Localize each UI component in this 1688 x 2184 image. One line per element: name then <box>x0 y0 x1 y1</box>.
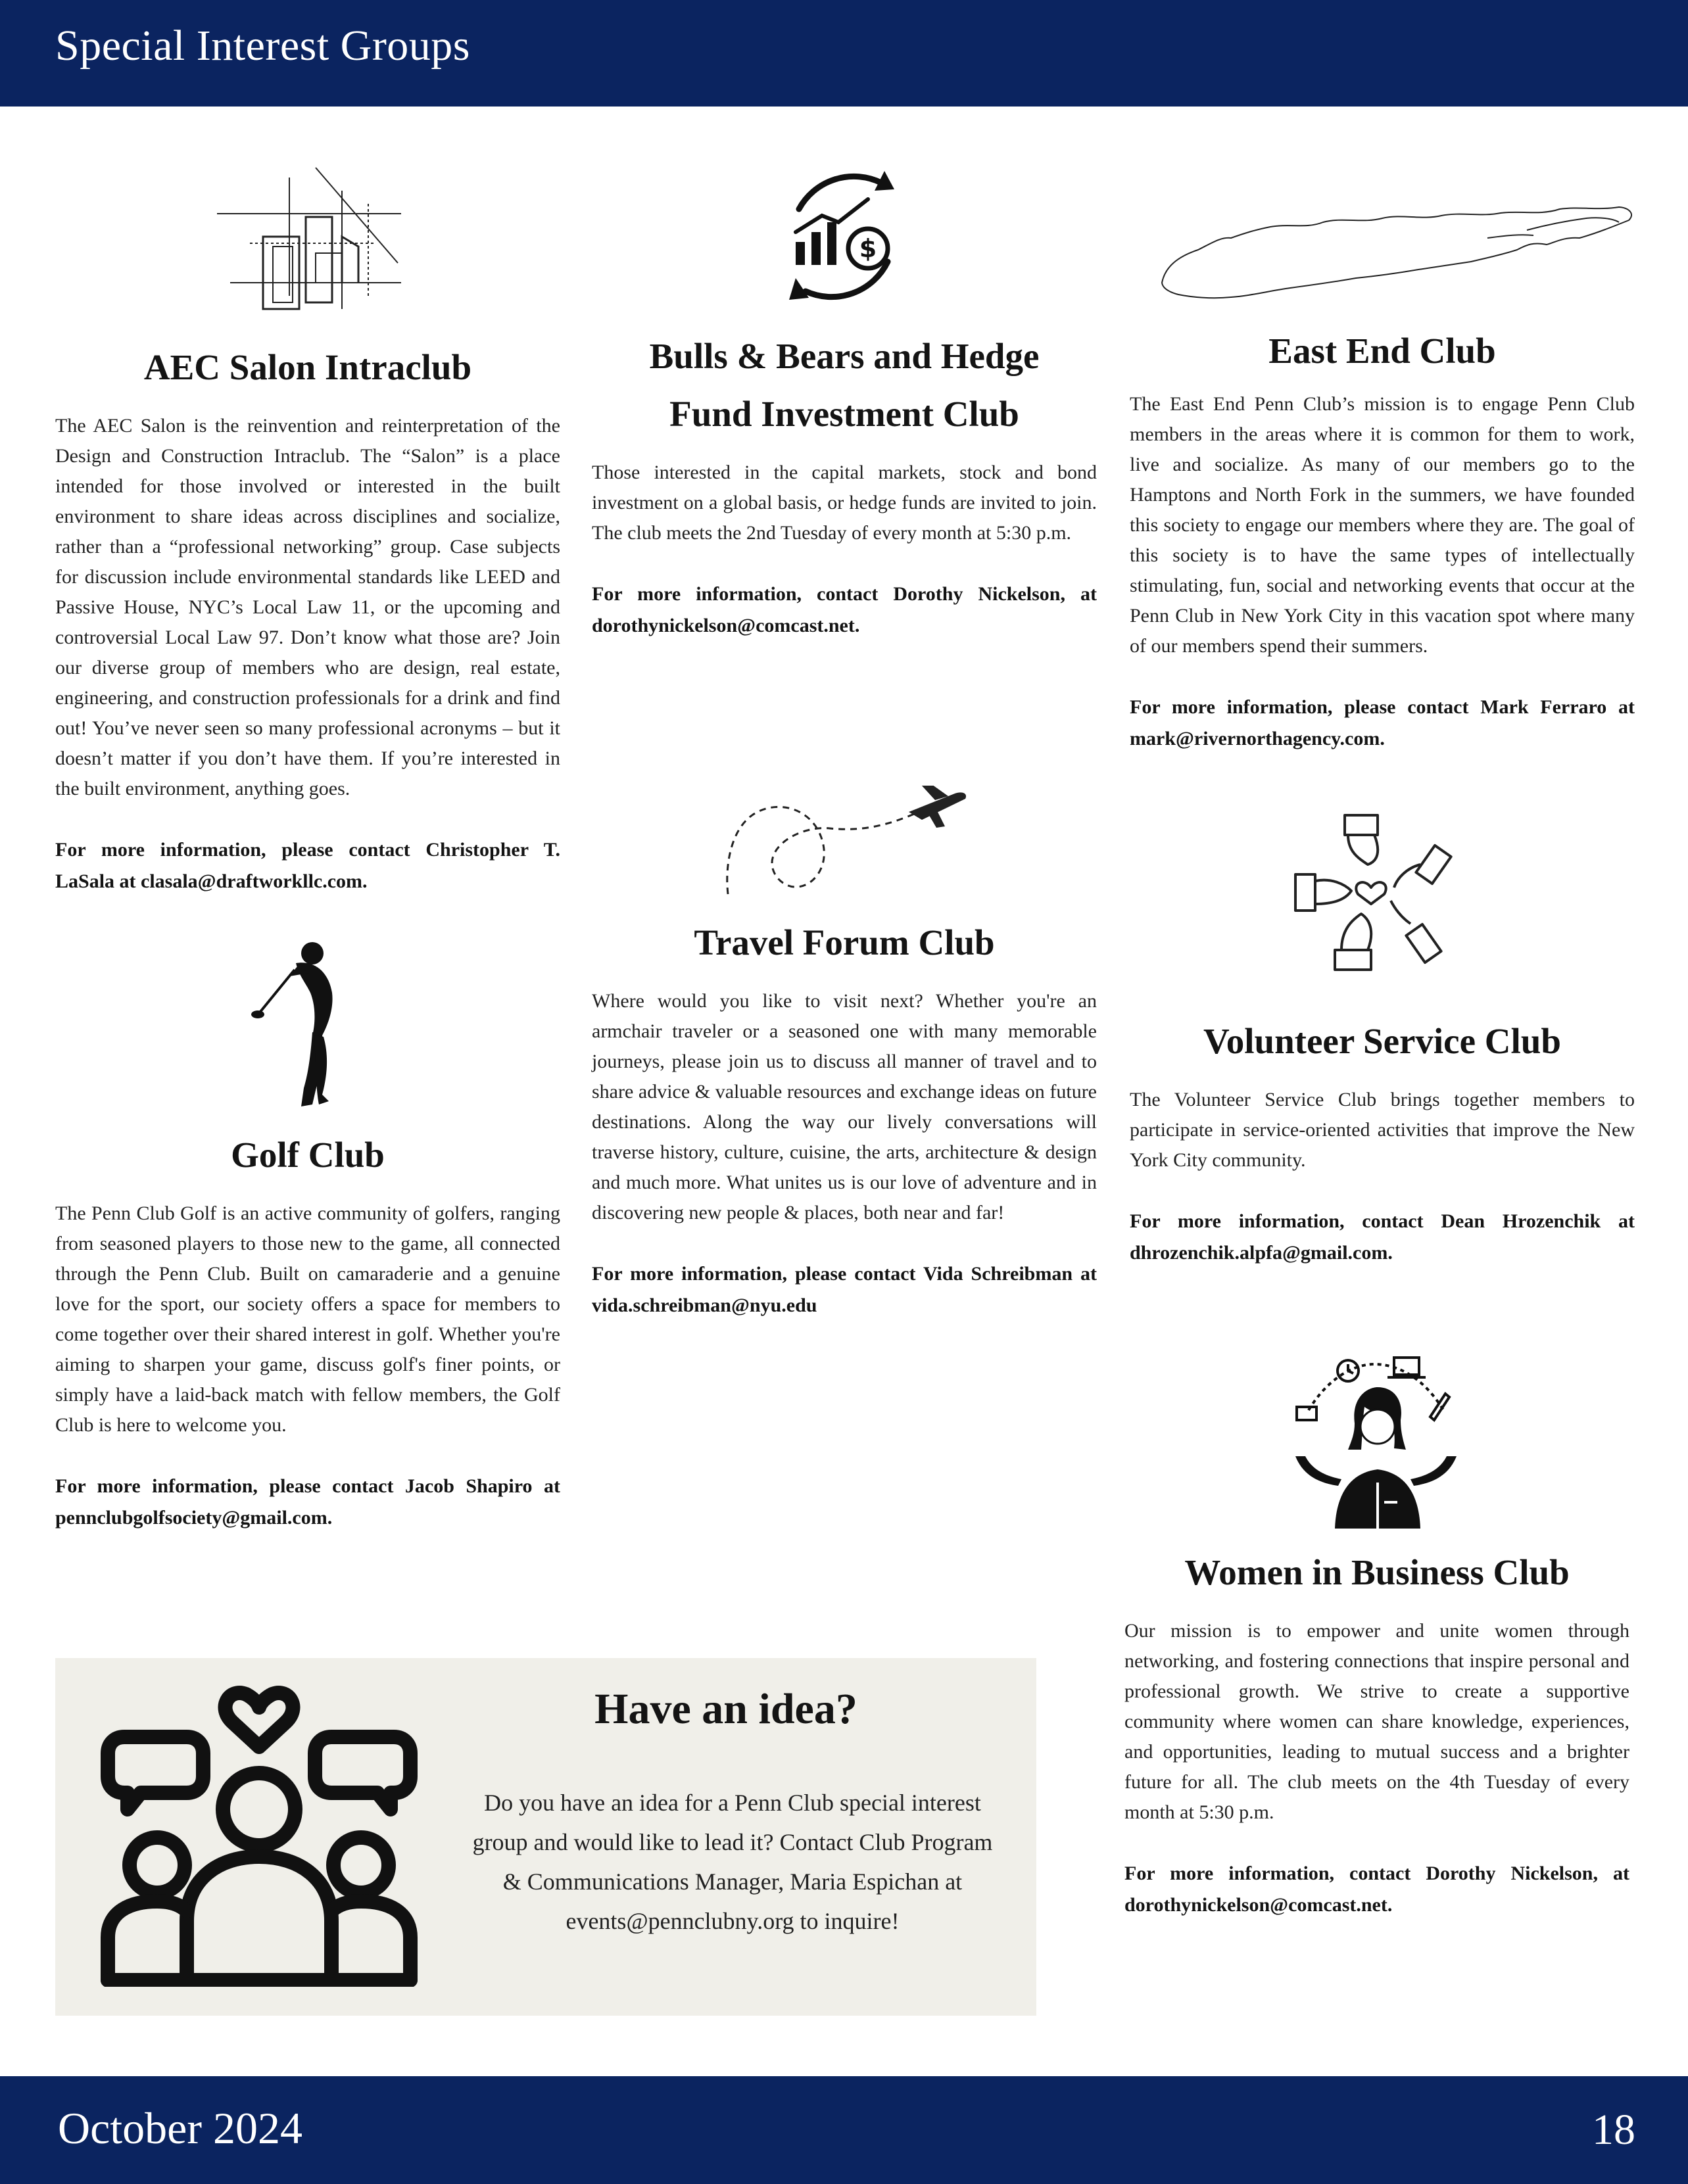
architecture-sketch-icon <box>210 164 408 312</box>
club-contact: For more information, contact Dean Hrozenchik at dhrozenchik.alpfa@gmail.com. <box>1130 1210 1635 1264</box>
club-golf <box>55 1126 560 1534</box>
businesswoman-icon <box>1289 1351 1463 1529</box>
club-women <box>1124 1544 1629 1921</box>
club-contact: For more information, please contact Jacob Shapiro at pennclubgolfsociety@gmail.com. <box>55 1475 560 1529</box>
club-aec <box>55 339 560 897</box>
svg-text:$: $ <box>859 234 877 263</box>
long-island-map-icon <box>1159 204 1640 302</box>
golfer-icon <box>250 937 368 1111</box>
club-title-line1: Bulls & Bears and Hedge <box>649 336 1040 376</box>
club-title: AEC Salon Intraclub <box>143 347 472 387</box>
club-title: Travel Forum Club <box>694 922 995 962</box>
club-title: East End Club <box>1268 331 1496 371</box>
club-contact: For more information, please contact Christopher T. LaSala at clasala@draftworkllc.com. <box>55 839 560 892</box>
community-chat-icon <box>95 1684 423 1987</box>
club-title: Golf Club <box>231 1135 385 1175</box>
issue-date: October 2024 <box>58 2103 303 2153</box>
idea-text: Do you have an idea for a Penn Club special interest group and would like to lead it? Contact Club Program & Communications Manager, Maria Espichan at events@pennclubny.org to inquire! <box>472 1790 993 1934</box>
finance-growth-icon <box>769 163 915 309</box>
club-volunteer <box>1130 1012 1635 1269</box>
club-description: The Volunteer Service Club brings together members to participate in service-oriented activities that improve the New York City community. <box>1130 1089 1635 1171</box>
footer-band <box>0 2076 1688 2184</box>
page-number: 18 <box>1592 2106 1635 2154</box>
helping-hands-icon <box>1282 812 1460 976</box>
idea-callout <box>55 1658 1036 2016</box>
club-description: Those interested in the capital markets, stock and bond investment on a global basis, or hedge funds are invited to join. The club meets the 2nd Tuesday of every month at 5:30 p.m. <box>592 462 1097 544</box>
club-description: The East End Penn Club’s mission is to engage Penn Club members in the areas where it is common for them to work, live and socialize. As many of our members go to the Hamptons and North Fork in the summers, we have founded this society to engage our members where they are. The goal of this society is to have the same types of intellectually stimulating, fun, social and networking events that occur at the Penn Club in New York City in this vacation spot where many of our members spend their summers. <box>1130 393 1635 657</box>
club-title: Women in Business Club <box>1184 1552 1570 1592</box>
club-title: Volunteer Service Club <box>1203 1021 1561 1061</box>
airplane-route-icon <box>718 786 971 897</box>
club-travel <box>592 914 1097 1321</box>
club-contact: For more information, contact Dorothy Nickelson, at dorothynickelson@comcast.net. <box>1124 1863 1629 1916</box>
club-description: Our mission is to empower and unite women through networking, and fostering connections that inspire personal and professional growth. We strive to create a supportive community where women can share knowledge, experiences, and opportunities, leading to mutual success and a brighter future for all. The club meets on the 4th Tuesday of every month at 5:30 p.m. <box>1124 1620 1629 1823</box>
club-description: The Penn Club Golf is an active community of golfers, ranging from seasoned players to those new to the game, all connected through the Penn Club. Built on camaraderie and a genuine love for the sport, our society offers a space for members to come together over their shared interest in golf. Whether you're aiming to sharpen your game, discuss golf's finer points, or simply have a laid-back match with fellow members, the Golf Club is here to welcome you. <box>55 1202 560 1436</box>
club-title-line2: Fund Investment Club <box>669 394 1019 434</box>
section-title: Special Interest Groups <box>55 22 470 70</box>
club-contact: For more information, contact Dorothy Nickelson, at dorothynickelson@comcast.net. <box>592 583 1097 636</box>
club-east-end <box>1130 322 1635 755</box>
idea-title: Have an idea? <box>594 1685 857 1733</box>
club-bulls-bears <box>592 327 1097 642</box>
club-description: The AEC Salon is the reinvention and reinterpretation of the Design and Construction Intraclub. The “Salon” is a place intended for those involved or interested in the built environment to share ideas across disciplines and socialize, rather than a “professional networking” group. Case subjects for discussion include environmental standards like LEED and Passive House, NYC’s Local Law 11, or the upcoming and controversial Local Law 97. Don’t know what those are? Join our diverse group of members who are design, real estate, engineering, and construction professionals for a drink and find out! You’ve never seen so many professional acronyms – but it doesn’t matter if you don’t have them. If you’re interested in the built environment, anything goes. <box>55 415 560 799</box>
club-description: Where would you like to visit next? Whether you're an armchair traveler or a seasoned one with many memorable journeys, please join us to discuss all manner of travel and to share advice & valuable resources and exchange ideas on future destinations. Along the way our lively conversations will traverse history, culture, cuisine, the arts, architecture & design and much more. What unites us is our love of adventure and in discovering new people & places, both near and far! <box>592 990 1097 1223</box>
header-band <box>0 0 1688 107</box>
club-contact: For more information, please contact Vida Schreibman at vida.schreibman@nyu.edu <box>592 1263 1097 1316</box>
club-contact: For more information, please contact Mark Ferraro at mark@rivernorthagency.com. <box>1130 696 1635 749</box>
